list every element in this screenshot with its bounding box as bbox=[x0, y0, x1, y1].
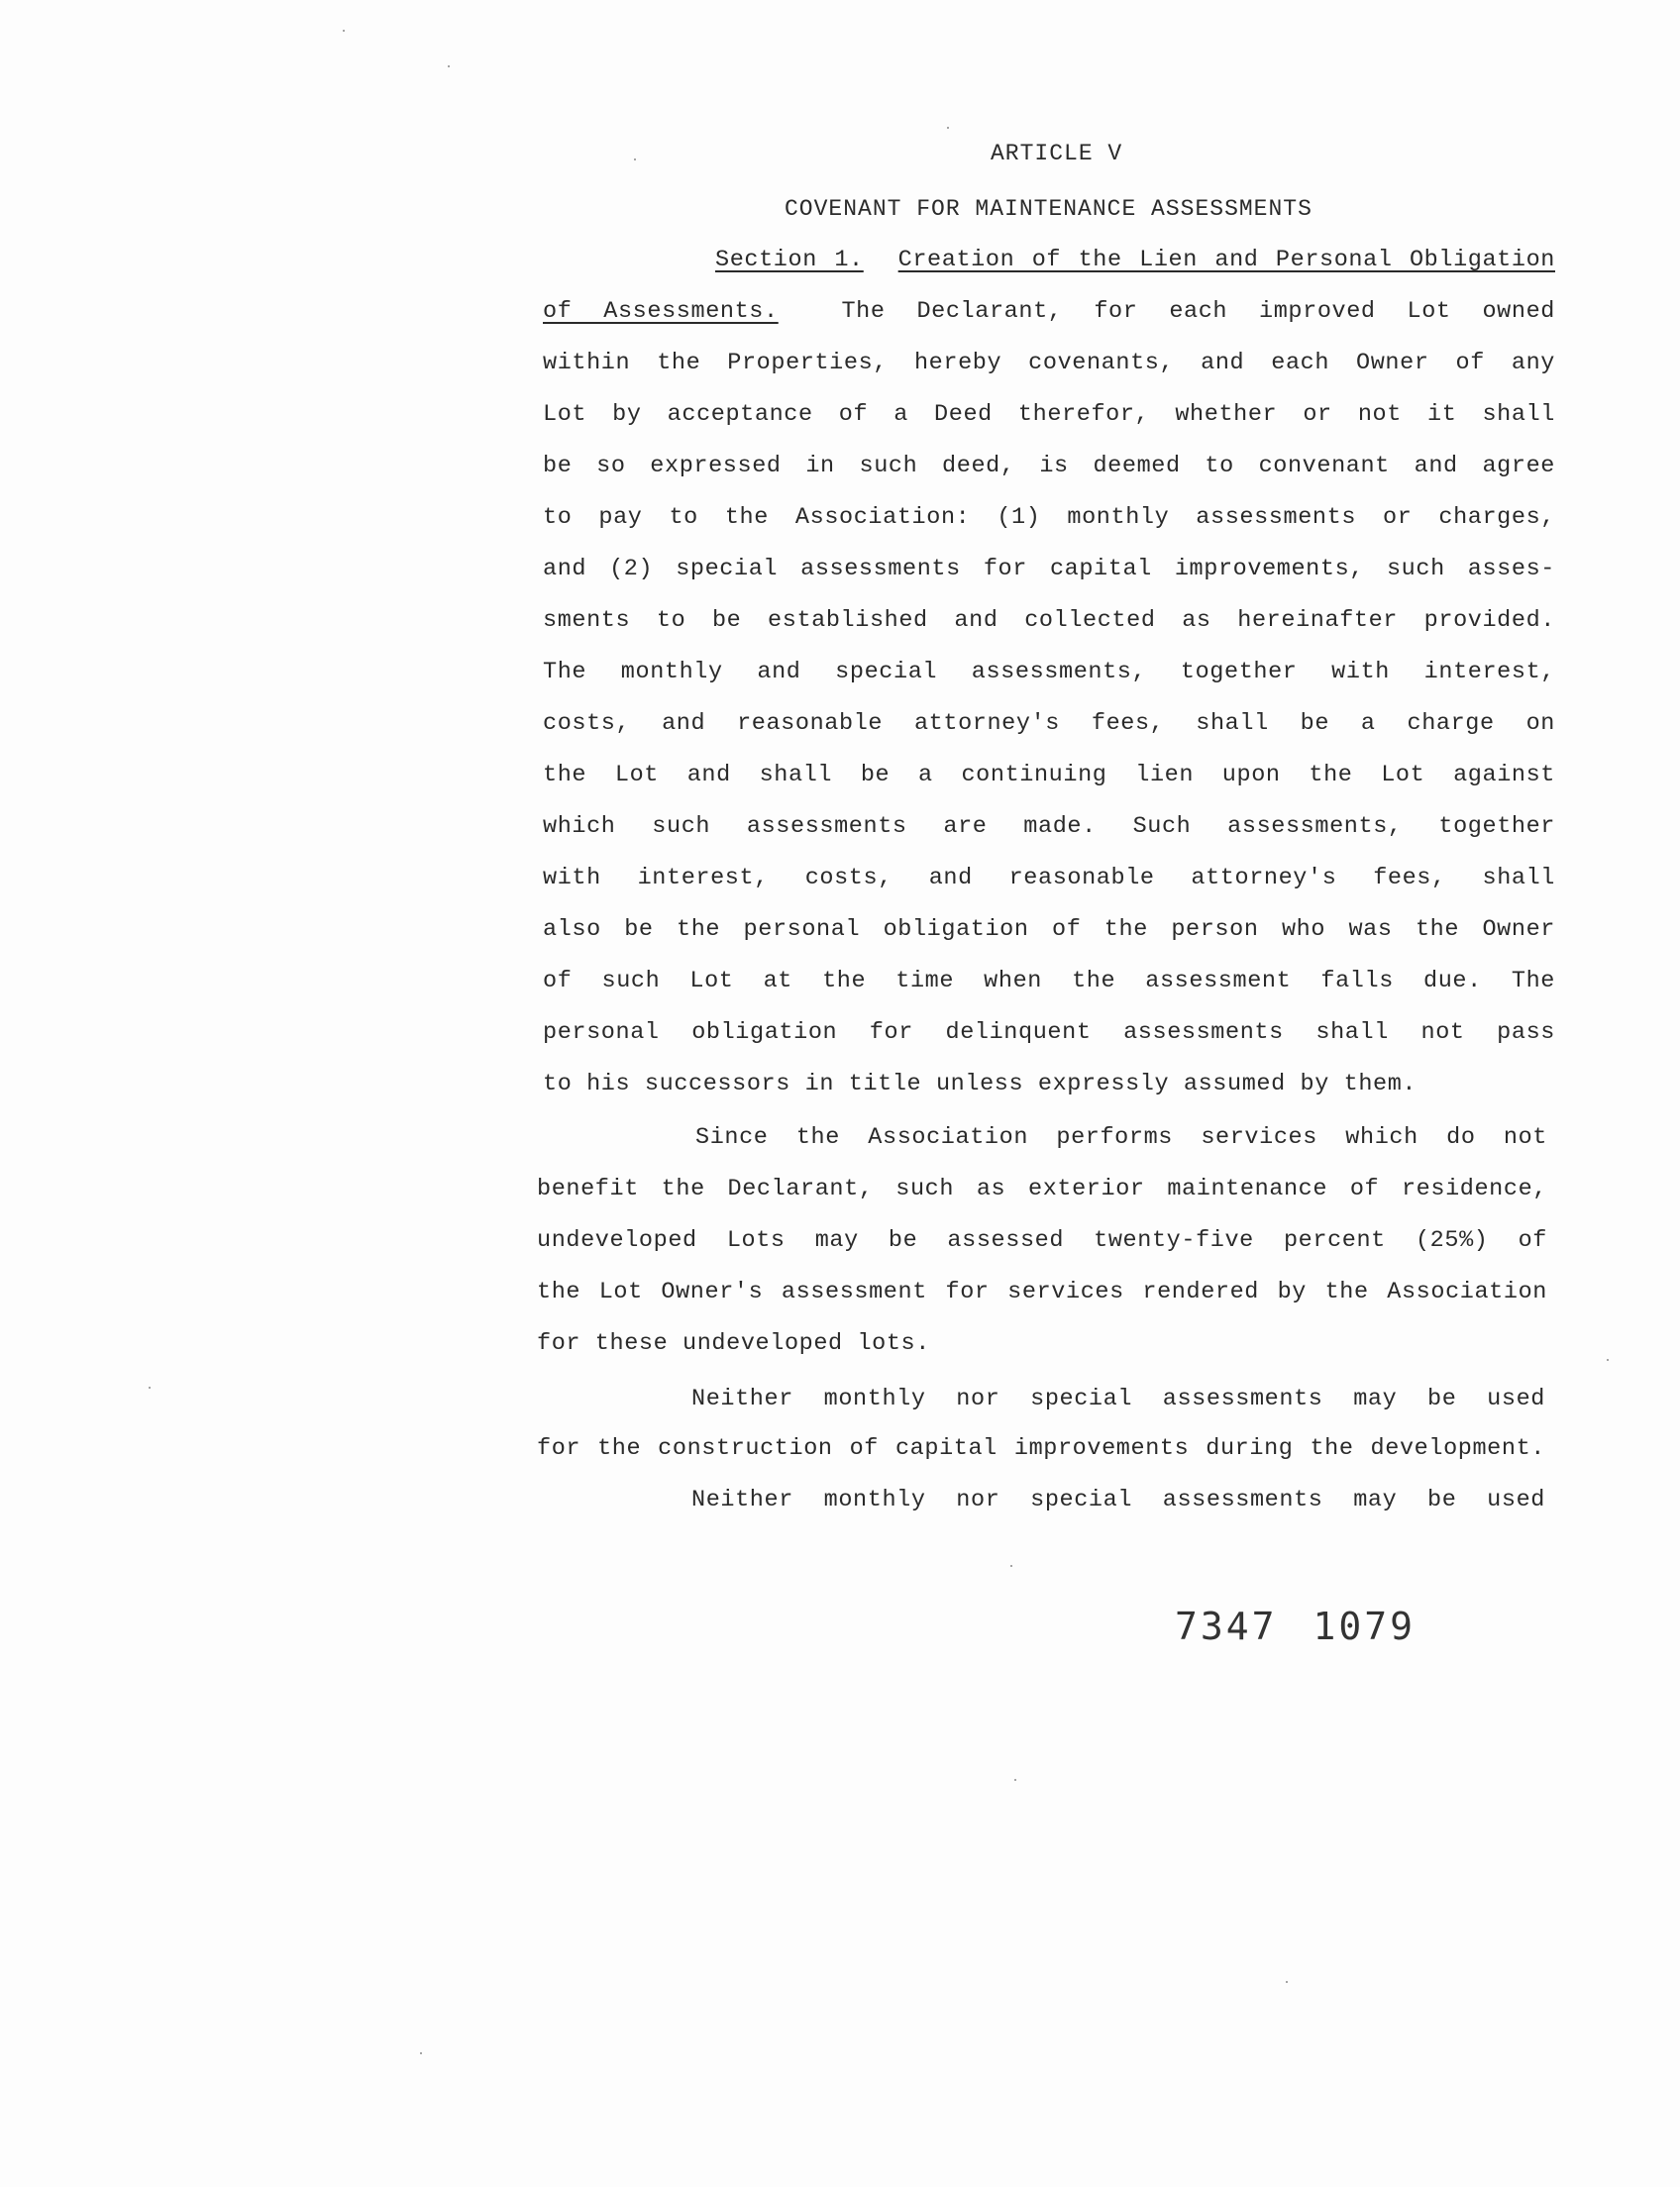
page-number-left: 7347 bbox=[1175, 1605, 1278, 1648]
scan-speck bbox=[1010, 1565, 1012, 1567]
paragraph1-line: within the Properties, hereby covenants, and each Owner of any bbox=[543, 350, 1555, 376]
paragraph2-line: benefit the Declarant, such as exterior maintenance of residence, bbox=[537, 1176, 1547, 1202]
paragraph1-line: also be the personal obligation of the person who was the Owner bbox=[543, 916, 1555, 943]
paragraph1-line: costs, and reasonable attorney's fees, shall be a charge on bbox=[543, 710, 1555, 737]
section-label: Section 1. bbox=[715, 247, 864, 273]
paragraph1-line: to pay to the Association: (1) monthly assessments or charges, bbox=[543, 504, 1555, 531]
scan-speck bbox=[947, 127, 949, 129]
section-heading-continued: of Assessments. bbox=[543, 298, 779, 325]
paragraph1-line: which such assessments are made. Such assessments, together bbox=[543, 813, 1555, 840]
paragraph1-line: to his successors in title unless expressly assumed by them. bbox=[543, 1071, 1418, 1097]
paragraph2-line: for these undeveloped lots. bbox=[537, 1330, 930, 1357]
paragraph1-line: Lot by acceptance of a Deed therefor, whether or not it shall bbox=[543, 401, 1555, 428]
scan-speck bbox=[1286, 1981, 1288, 1983]
article-title: ARTICLE V bbox=[991, 141, 1123, 166]
scan-speck bbox=[1014, 1779, 1016, 1781]
scan-speck bbox=[1607, 1359, 1609, 1361]
scan-speck bbox=[634, 158, 636, 160]
paragraph3-line: Neither monthly nor special assessments may be used bbox=[691, 1386, 1545, 1412]
paragraph1-line: The monthly and special assessments, together with interest, bbox=[543, 659, 1555, 685]
scan-speck bbox=[448, 65, 450, 67]
section-heading-line bbox=[715, 246, 1555, 275]
page-number-right: 1079 bbox=[1312, 1605, 1417, 1648]
scan-speck bbox=[343, 30, 345, 32]
article-subtitle: COVENANT FOR MAINTENANCE ASSESSMENTS bbox=[785, 196, 1312, 222]
paragraph2-line: undeveloped Lots may be assessed twenty-five percent (25%) of bbox=[537, 1227, 1547, 1254]
scan-speck bbox=[420, 2052, 422, 2054]
paragraph2-line: Since the Association performs services which do not bbox=[695, 1124, 1547, 1151]
paragraph4-line: Neither monthly nor special assessments may be used bbox=[691, 1487, 1545, 1513]
paragraph3-line: for the construction of capital improvements during the development. bbox=[537, 1435, 1545, 1462]
page-number bbox=[1175, 1605, 1416, 1648]
paragraph2-line: the Lot Owner's assessment for services rendered by the Association bbox=[537, 1279, 1547, 1305]
paragraph1-line: and (2) special assessments for capital improvements, such asses- bbox=[543, 556, 1555, 582]
paragraph1-line: of Assessments. The Declarant, for each improved Lot owned bbox=[543, 298, 1555, 325]
paragraph1-line: of such Lot at the time when the assessment falls due. The bbox=[543, 968, 1555, 994]
paragraph1-line: be so expressed in such deed, is deemed to convenant and agree bbox=[543, 453, 1555, 479]
section-heading: Creation of the Lien and Personal Obligation bbox=[897, 247, 1555, 273]
paragraph1-line: the Lot and shall be a continuing lien upon the Lot against bbox=[543, 762, 1555, 788]
paragraph1-line: sments to be established and collected as hereinafter provided. bbox=[543, 607, 1555, 634]
paragraph1-line: with interest, costs, and reasonable attorney's fees, shall bbox=[543, 865, 1555, 891]
scan-speck bbox=[149, 1387, 151, 1389]
paragraph1-line: personal obligation for delinquent assessments shall not pass bbox=[543, 1019, 1555, 1046]
